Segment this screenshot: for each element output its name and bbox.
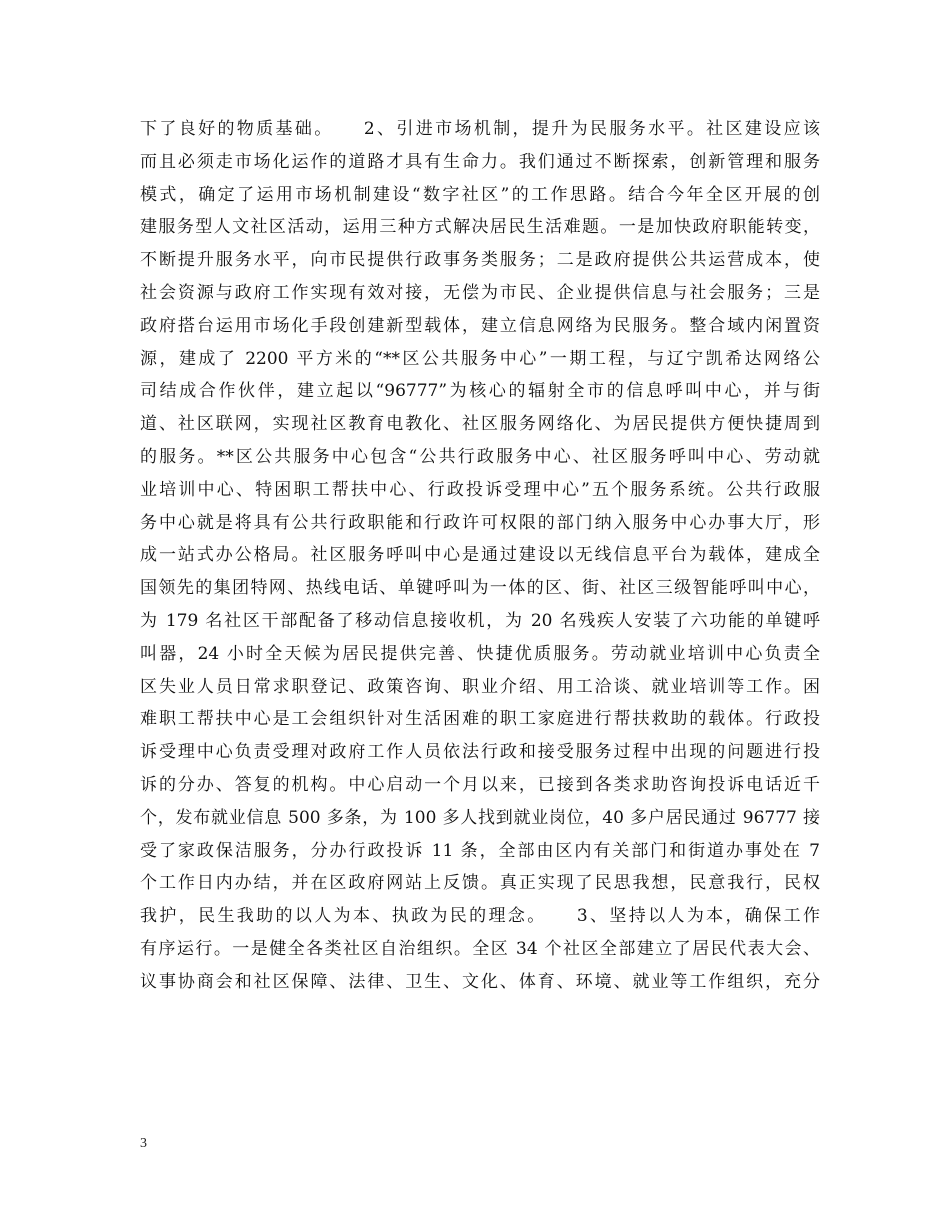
text-line: 业培训中心、特困职工帮扶中心、行政投诉受理中心”五个服务系统。公共行政服 [140, 479, 820, 500]
page-number: 3 [140, 1136, 147, 1151]
text-line: 诉受理中心负责受理对政府工作人员依法行政和接受服务过程中出现的问题进行投 [140, 742, 820, 763]
text-line: 政府搭台运用市场化手段创建新型载体，建立信息网络为民服务。整合域内闲置资 [140, 315, 820, 336]
body-paragraph [140, 113, 820, 999]
text-line: 个，发布就业信息 500 多条，为 100 多人找到就业岗位，40 多户居民通过 96777 接 [140, 807, 820, 828]
text-line: 我护，民生我助的以人为本、执政为民的理念。 3、坚持以人为本，确保工作 [140, 906, 820, 927]
text-line: 国领先的集团特网、热线电话、单键呼叫为一体的区、街、社区三级智能呼叫中心， [140, 578, 820, 599]
text-line: 成一站式办公格局。社区服务呼叫中心是通过建设以无线信息平台为载体，建成全 [140, 545, 820, 566]
text-line: 模式，确定了运用市场机制建设“数字社区”的工作思路。结合今年全区开展的创 [140, 184, 820, 205]
text-line: 社会资源与政府工作实现有效对接，无偿为市民、企业提供信息与社会服务；三是 [140, 282, 820, 303]
text-line: 建服务型人文社区活动，运用三种方式解决居民生活难题。一是加快政府职能转变， [140, 217, 820, 238]
text-line: 务中心就是将具有公共行政职能和行政许可权限的部门纳入服务中心办事大厅，形 [140, 512, 820, 533]
text-line: 叫器，24 小时全天候为居民提供完善、快捷优质服务。劳动就业培训中心负责全 [140, 643, 820, 664]
text-line: 为 179 名社区干部配备了移动信息接收机，为 20 名残疾人安装了六功能的单键呼 [140, 610, 820, 631]
text-line: 个工作日内办结，并在区政府网站上反馈。真正实现了民思我想，民意我行，民权 [140, 873, 820, 894]
text-line: 区失业人员日常求职登记、政策咨询、职业介绍、用工洽谈、就业培训等工作。困 [140, 676, 820, 697]
text-line: 道、社区联网，实现社区教育电教化、社区服务网络化、为居民提供方便快捷周到 [140, 414, 820, 435]
text-line: 源，建成了 2200 平方米的“**区公共服务中心”一期工程，与辽宁凯希达网络公 [140, 348, 820, 369]
text-line: 不断提升服务水平，向市民提供行政事务类服务；二是政府提供公共运营成本，使 [140, 250, 820, 271]
text-line: 的服务。**区公共服务中心包含“公共行政服务中心、社区服务呼叫中心、劳动就 [140, 446, 820, 467]
text-line: 有序运行。一是健全各类社区自治组织。全区 34 个社区全部建立了居民代表大会、 [140, 938, 820, 959]
text-line: 司结成合作伙伴，建立起以“96777”为核心的辐射全市的信息呼叫中心，并与街 [140, 381, 820, 402]
text-line: 议事协商会和社区保障、法律、卫生、文化、体育、环境、就业等工作组织，充分 [140, 971, 820, 992]
text-line: 难职工帮扶中心是工会组织针对生活困难的职工家庭进行帮扶救助的载体。行政投 [140, 709, 820, 730]
text-line: 下了良好的物质基础。 2、引进市场机制，提升为民服务水平。社区建设应该 [140, 119, 820, 139]
text-line: 诉的分办、答复的机构。中心启动一个月以来，已接到各类求助咨询投诉电话近千 [140, 774, 820, 795]
text-line: 而且必须走市场化运作的道路才具有生命力。我们通过不断探索，创新管理和服务 [140, 151, 820, 172]
text-line: 受了家政保洁服务，分办行政投诉 11 条，全部由区内有关部门和街道办事处在 7 [140, 840, 820, 861]
